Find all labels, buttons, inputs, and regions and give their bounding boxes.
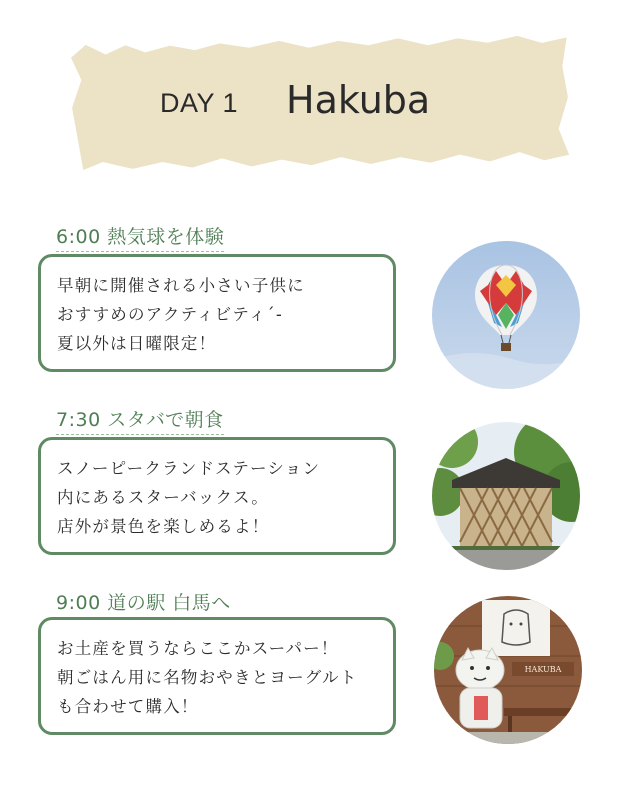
description-line: お土産を買うならここかスーパー！ — [57, 639, 339, 658]
description-box-michinoeki — [38, 617, 396, 735]
hot-air-balloon-icon — [432, 241, 580, 389]
description-box-balloon — [38, 254, 396, 372]
section-heading-balloon: 6:00 熱気球を体験 — [56, 222, 224, 252]
description-line: も合わせて購入！ — [57, 697, 199, 716]
description-line: おすすめのアクティビティ´- — [57, 305, 284, 324]
description-line: 内にあるスターバックス。 — [57, 488, 269, 507]
description-line: 夏以外は日曜限定！ — [57, 334, 217, 353]
day-label: DAY 1 — [160, 88, 239, 118]
description-box-starbucks — [38, 437, 396, 555]
description-line: 朝ごはん用に名物おやきとヨーグルト — [57, 668, 358, 687]
wooden-lattice-building-icon — [432, 422, 580, 570]
description-line: スノーピークランドステーション — [57, 459, 321, 478]
description-line: 店外が景色を楽しめるよ！ — [57, 517, 270, 536]
section-heading-michinoeki: 9:00 道の駅 白馬へ — [56, 588, 231, 618]
michinoeki-photo — [434, 596, 582, 744]
starbucks-photo — [432, 422, 580, 570]
description-line: 早朝に開催される小さい子供に — [57, 276, 305, 295]
mascot-statue-icon — [434, 596, 582, 744]
page-title: Hakuba — [286, 78, 431, 122]
hakuba-sign-text: HAKUBA — [524, 665, 562, 674]
section-heading-starbucks: 7:30 スタバで朝食 — [56, 405, 224, 435]
balloon-photo — [432, 241, 580, 389]
